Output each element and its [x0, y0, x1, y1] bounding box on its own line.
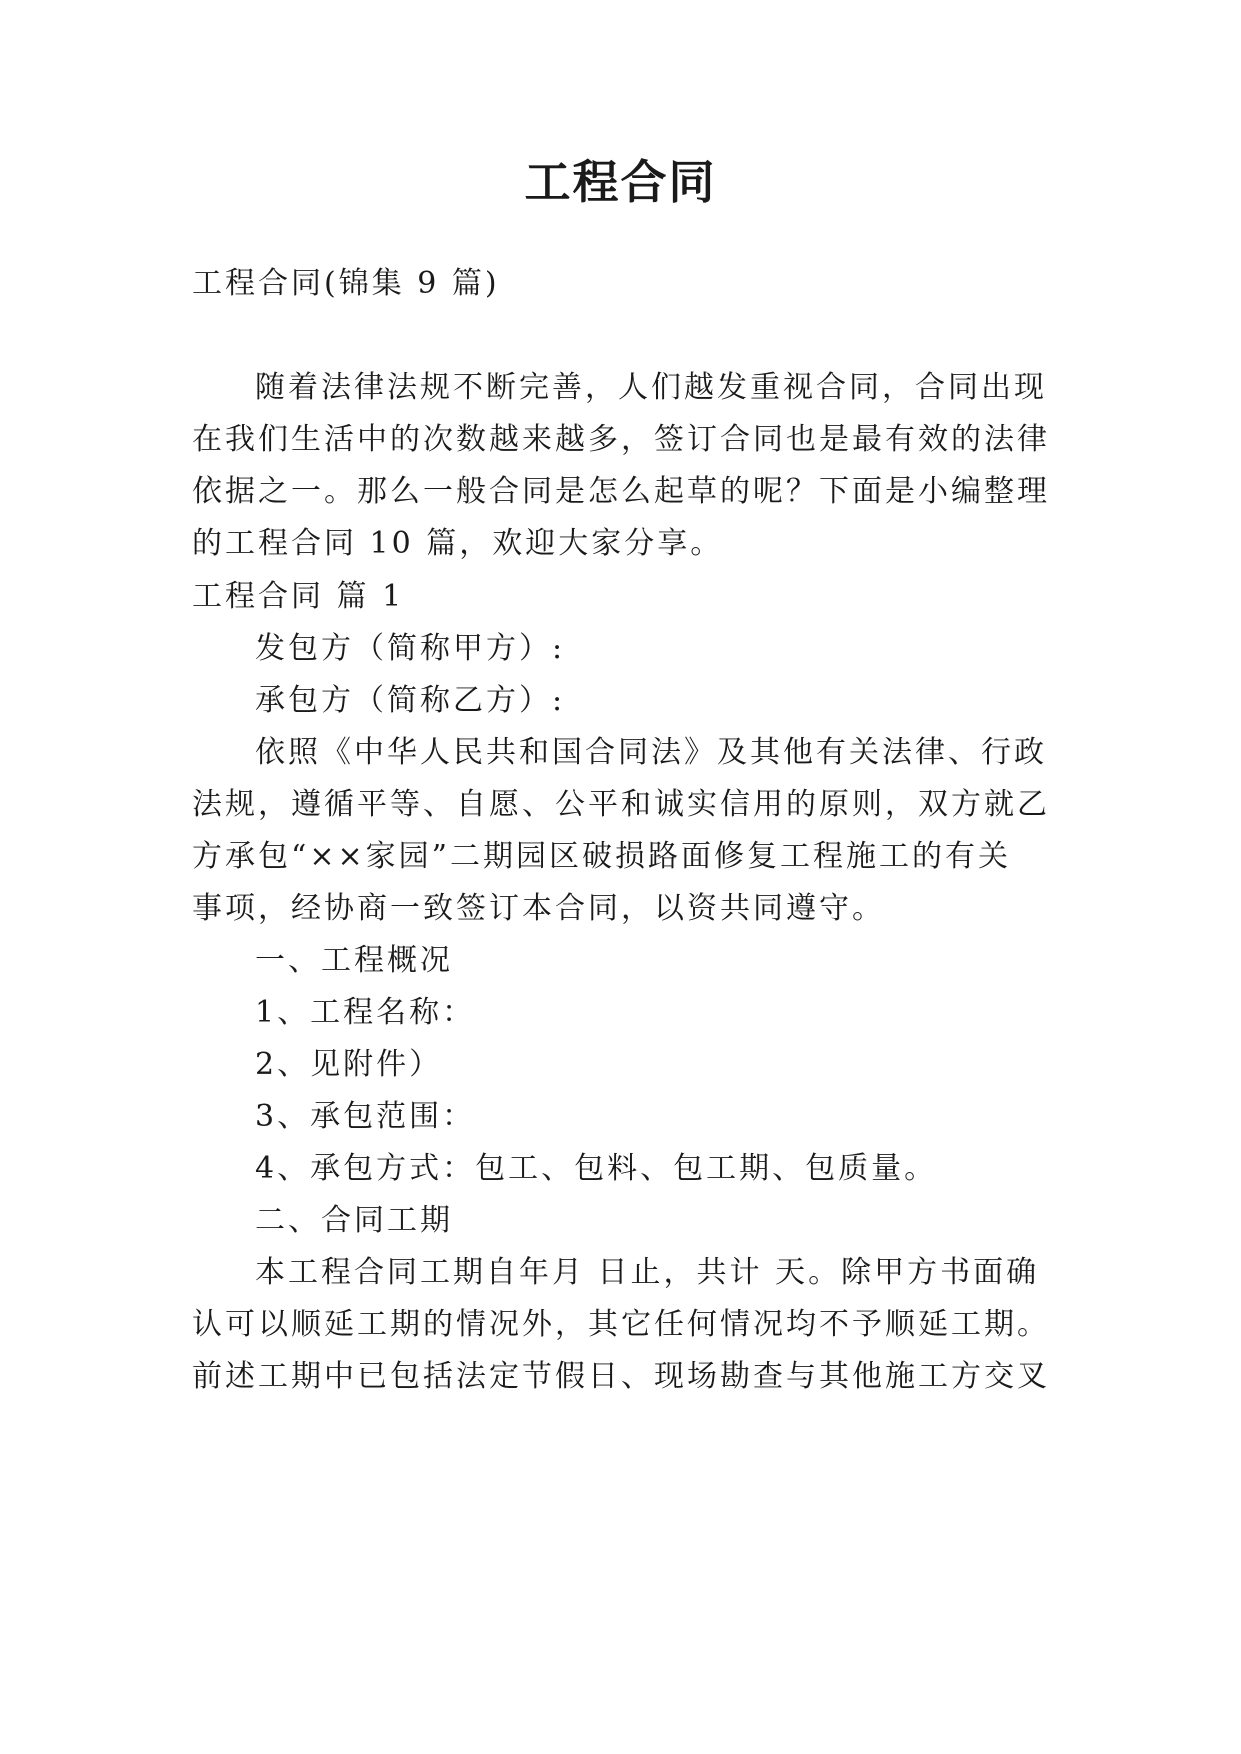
document-title: 工程合同: [524, 155, 717, 209]
document-subtitle: 工程合同(锦集 9 篇): [192, 266, 500, 301]
article-1-item: 1、工程名称：: [255, 995, 476, 1030]
party-b-line: 承包方（简称乙方）:: [255, 683, 566, 718]
intro-line: 的工程合同 10 篇，欢迎大家分享。: [192, 526, 724, 561]
article-1-item: 4、承包方式：包工、包料、包工期、包质量。: [255, 1151, 938, 1186]
article-2-line: 前述工期中已包括法定节假日、现场勘查与其他施工方交叉: [192, 1359, 1050, 1394]
intro-line: 依据之一。那么一般合同是怎么起草的呢？下面是小编整理: [192, 474, 1050, 509]
section-heading: 工程合同 篇 1: [192, 579, 405, 614]
preamble-line: 方承包“××家园”二期园区破损路面修复工程施工的有关: [192, 839, 1011, 874]
article-1-item: 2、见附件）: [255, 1047, 443, 1082]
article-2-heading: 二、合同工期: [255, 1203, 453, 1238]
article-1-item: 3、承包范围：: [255, 1099, 476, 1134]
article-1-heading: 一、工程概况: [255, 943, 453, 978]
preamble-line: 事项，经协商一致签订本合同，以资共同遵守。: [192, 891, 885, 926]
article-2-line: 本工程合同工期自年月 日止，共计 天。除甲方书面确: [255, 1255, 1040, 1290]
preamble-line: 依照《中华人民共和国合同法》及其他有关法律、行政: [255, 735, 1047, 770]
intro-line: 在我们生活中的次数越来越多，签订合同也是最有效的法律: [192, 422, 1050, 457]
article-2-line: 认可以顺延工期的情况外，其它任何情况均不予顺延工期。: [192, 1307, 1050, 1342]
intro-line: 随着法律法规不断完善，人们越发重视合同，合同出现: [255, 370, 1047, 405]
party-a-line: 发包方（简称甲方）:: [255, 631, 566, 666]
preamble-line: 法规，遵循平等、自愿、公平和诚实信用的原则，双方就乙: [192, 787, 1050, 822]
